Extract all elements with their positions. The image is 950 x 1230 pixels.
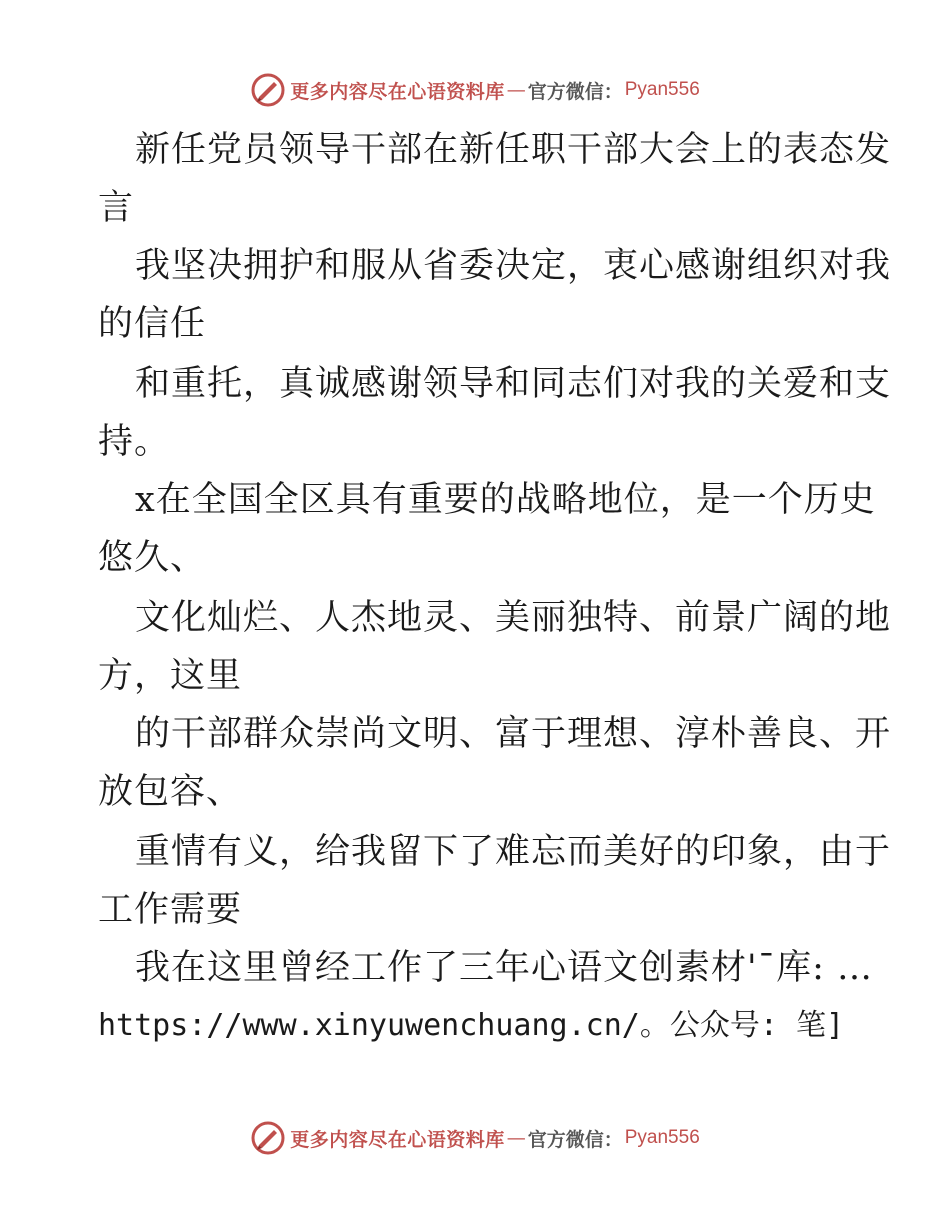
doc-line: 的信任 (98, 304, 207, 344)
pen-logo-icon (250, 72, 286, 108)
doc-line: 新任党员领导干部在新任职干部大会上的表态发 (135, 130, 892, 170)
banner-wechat-label: 官方微信： (527, 80, 623, 103)
doc-line: 我在这里曾经工作了三年心语文创素材'¯库: … (135, 948, 874, 988)
doc-line: 文化灿烂、人杰地灵、美丽独特、前景广阔的地 (135, 598, 892, 638)
footer-banner (0, 1118, 950, 1158)
doc-line: 放包容、 (98, 772, 243, 812)
doc-line: 悠久、 (98, 538, 207, 578)
pen-logo-icon (250, 1120, 286, 1156)
doc-line: 持。 (98, 422, 171, 462)
banner-wechat-id: Pyan556 (624, 1127, 700, 1148)
doc-line: 工作需要 (98, 890, 243, 930)
banner-text: 更多内容尽在心语资料库 (290, 1128, 505, 1151)
banner-separator: — (506, 79, 526, 101)
banner-text: 更多内容尽在心语资料库 (290, 80, 505, 103)
doc-line: 方，这里 (98, 656, 243, 696)
doc-line: 的干部群众崇尚文明、富于理想、淳朴善良、开 (135, 714, 892, 754)
doc-line: 我坚决拥护和服从省委决定，衷心感谢组织对我 (135, 246, 892, 286)
doc-line: x在全国全区具有重要的战略地位，是一个历史 (135, 480, 876, 520)
banner-separator: — (506, 1127, 526, 1149)
banner-wechat-label: 官方微信： (527, 1128, 623, 1151)
banner-wechat-id: Pyan556 (624, 79, 700, 100)
doc-line: 言 (98, 188, 135, 228)
header-banner (0, 70, 950, 110)
doc-line: 重情有义，给我留下了难忘而美好的印象，由于 (135, 832, 892, 872)
doc-line: https://www.xinyuwenchuang.cn/。公众号: 笔] (98, 1008, 845, 1043)
doc-line: 和重托，真诚感谢领导和同志们对我的关爱和支 (135, 364, 892, 404)
